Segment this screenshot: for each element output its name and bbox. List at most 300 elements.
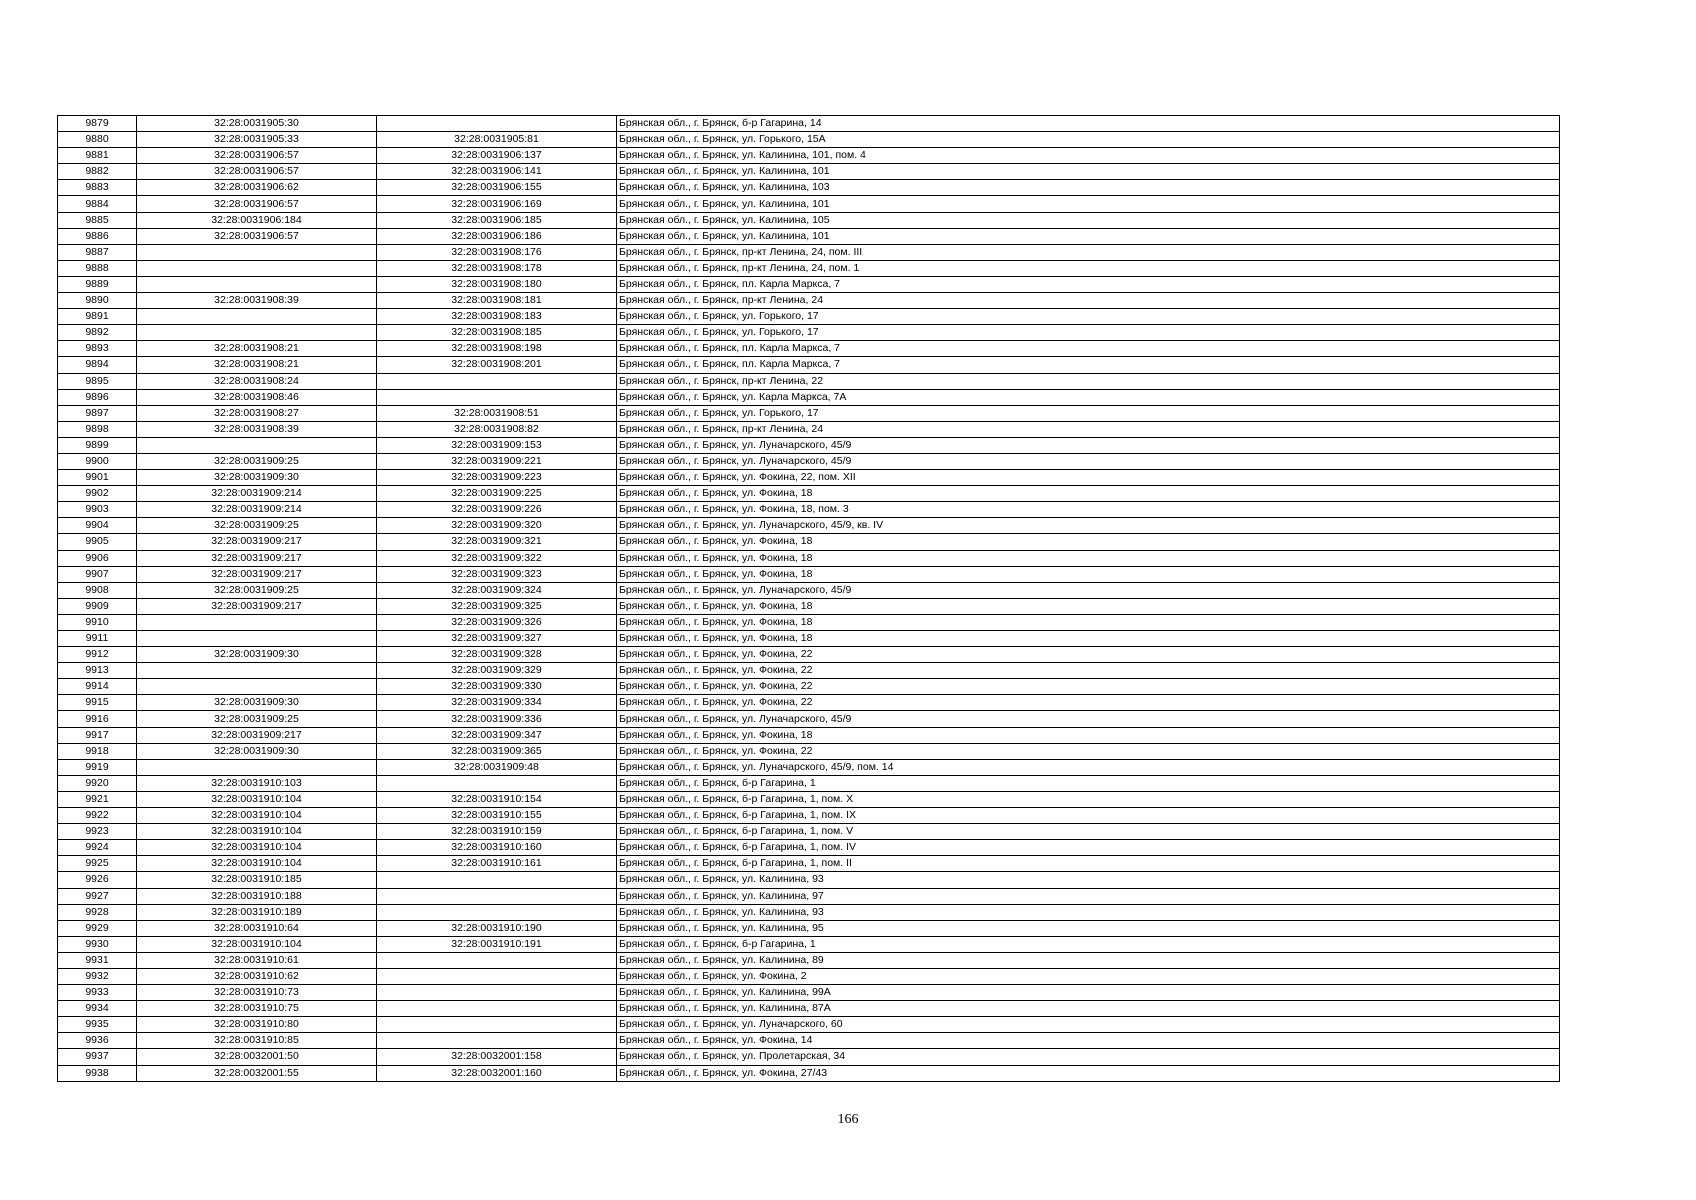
land-cadastral-number-cell: 32:28:0031909:214 <box>137 486 377 502</box>
table-row <box>58 325 1560 341</box>
land-cadastral-number-cell: 32:28:0031910:85 <box>137 1033 377 1049</box>
table-row <box>58 711 1560 727</box>
building-cadastral-number-cell: 32:28:0031909:322 <box>377 550 617 566</box>
building-cadastral-number-cell: 32:28:0032001:160 <box>377 1065 617 1081</box>
table-row <box>58 679 1560 695</box>
land-cadastral-number-cell: 32:28:0031905:30 <box>137 116 377 132</box>
table-row <box>58 357 1560 373</box>
building-cadastral-number-cell: 32:28:0031906:185 <box>377 212 617 228</box>
address-cell: Брянская обл., г. Брянск, ул. Калинина, 95 <box>617 920 1560 936</box>
row-number-cell: 9882 <box>58 164 137 180</box>
address-cell: Брянская обл., г. Брянск, ул. Луначарского, 45/9 <box>617 582 1560 598</box>
row-number-cell: 9885 <box>58 212 137 228</box>
land-cadastral-number-cell: 32:28:0031909:30 <box>137 695 377 711</box>
land-cadastral-number-cell: 32:28:0031910:188 <box>137 888 377 904</box>
land-cadastral-number-cell: 32:28:0031908:39 <box>137 293 377 309</box>
table-row <box>58 116 1560 132</box>
address-cell: Брянская обл., г. Брянск, б-р Гагарина, 1, пом. V <box>617 824 1560 840</box>
land-cadastral-number-cell: 32:28:0031906:184 <box>137 212 377 228</box>
land-cadastral-number-cell: 32:28:0031909:217 <box>137 550 377 566</box>
building-cadastral-number-cell: 32:28:0031909:365 <box>377 743 617 759</box>
table-row <box>58 196 1560 212</box>
table-row <box>58 663 1560 679</box>
row-number-cell: 9925 <box>58 856 137 872</box>
building-cadastral-number-cell: 32:28:0031908:198 <box>377 341 617 357</box>
address-cell: Брянская обл., г. Брянск, ул. Луначарского, 45/9 <box>617 437 1560 453</box>
row-number-cell: 9912 <box>58 647 137 663</box>
table-row <box>58 470 1560 486</box>
building-cadastral-number-cell <box>377 1033 617 1049</box>
building-cadastral-number-cell <box>377 872 617 888</box>
address-cell: Брянская обл., г. Брянск, ул. Фокина, 22 <box>617 679 1560 695</box>
land-cadastral-number-cell: 32:28:0031909:30 <box>137 470 377 486</box>
building-cadastral-number-cell: 32:28:0031909:334 <box>377 695 617 711</box>
row-number-cell: 9914 <box>58 679 137 695</box>
row-number-cell: 9918 <box>58 743 137 759</box>
land-cadastral-number-cell <box>137 309 377 325</box>
address-cell: Брянская обл., г. Брянск, ул. Фокина, 18 <box>617 631 1560 647</box>
address-cell: Брянская обл., г. Брянск, ул. Калинина, 105 <box>617 212 1560 228</box>
address-cell: Брянская обл., г. Брянск, б-р Гагарина, 1, пом. II <box>617 856 1560 872</box>
address-cell: Брянская обл., г. Брянск, ул. Фокина, 14 <box>617 1033 1560 1049</box>
land-cadastral-number-cell: 32:28:0031910:104 <box>137 936 377 952</box>
address-cell: Брянская обл., г. Брянск, ул. Горького, 17 <box>617 325 1560 341</box>
table-row <box>58 743 1560 759</box>
table-row <box>58 212 1560 228</box>
land-cadastral-number-cell <box>137 679 377 695</box>
building-cadastral-number-cell: 32:28:0031909:321 <box>377 534 617 550</box>
row-number-cell: 9894 <box>58 357 137 373</box>
address-cell: Брянская обл., г. Брянск, ул. Калинина, 97 <box>617 888 1560 904</box>
land-cadastral-number-cell: 32:28:0032001:55 <box>137 1065 377 1081</box>
address-cell: Брянская обл., г. Брянск, б-р Гагарина, 14 <box>617 116 1560 132</box>
building-cadastral-number-cell <box>377 116 617 132</box>
row-number-cell: 9903 <box>58 502 137 518</box>
row-number-cell: 9896 <box>58 389 137 405</box>
land-cadastral-number-cell: 32:28:0031909:214 <box>137 502 377 518</box>
table-row <box>58 534 1560 550</box>
address-cell: Брянская обл., г. Брянск, ул. Фокина, 18 <box>617 727 1560 743</box>
table-row <box>58 952 1560 968</box>
page-number: 166 <box>837 1112 859 1127</box>
land-cadastral-number-cell: 32:28:0031910:61 <box>137 952 377 968</box>
table-row <box>58 631 1560 647</box>
building-cadastral-number-cell: 32:28:0031909:223 <box>377 470 617 486</box>
table-row <box>58 1033 1560 1049</box>
land-cadastral-number-cell <box>137 276 377 292</box>
land-cadastral-number-cell: 32:28:0031910:189 <box>137 904 377 920</box>
building-cadastral-number-cell: 32:28:0031908:51 <box>377 405 617 421</box>
building-cadastral-number-cell <box>377 952 617 968</box>
table-row <box>58 164 1560 180</box>
table-row <box>58 759 1560 775</box>
row-number-cell: 9924 <box>58 840 137 856</box>
address-cell: Брянская обл., г. Брянск, ул. Карла Маркса, 7А <box>617 389 1560 405</box>
row-number-cell: 9904 <box>58 518 137 534</box>
building-cadastral-number-cell: 32:28:0031910:154 <box>377 791 617 807</box>
building-cadastral-number-cell: 32:28:0031908:181 <box>377 293 617 309</box>
row-number-cell: 9931 <box>58 952 137 968</box>
table-row <box>58 276 1560 292</box>
row-number-cell: 9893 <box>58 341 137 357</box>
row-number-cell: 9933 <box>58 985 137 1001</box>
land-cadastral-number-cell: 32:28:0031906:62 <box>137 180 377 196</box>
land-cadastral-number-cell: 32:28:0031906:57 <box>137 164 377 180</box>
row-number-cell: 9910 <box>58 614 137 630</box>
address-cell: Брянская обл., г. Брянск, б-р Гагарина, 1 <box>617 936 1560 952</box>
land-cadastral-number-cell: 32:28:0031909:217 <box>137 534 377 550</box>
row-number-cell: 9906 <box>58 550 137 566</box>
address-cell: Брянская обл., г. Брянск, ул. Калинина, 93 <box>617 904 1560 920</box>
row-number-cell: 9880 <box>58 132 137 148</box>
row-number-cell: 9898 <box>58 421 137 437</box>
land-cadastral-number-cell: 32:28:0031908:24 <box>137 373 377 389</box>
table-row <box>58 437 1560 453</box>
address-cell: Брянская обл., г. Брянск, ул. Калинина, 93 <box>617 872 1560 888</box>
land-cadastral-number-cell <box>137 437 377 453</box>
address-cell: Брянская обл., г. Брянск, ул. Фокина, 27/43 <box>617 1065 1560 1081</box>
building-cadastral-number-cell: 32:28:0031909:323 <box>377 566 617 582</box>
building-cadastral-number-cell: 32:28:0031908:82 <box>377 421 617 437</box>
land-cadastral-number-cell: 32:28:0031908:21 <box>137 357 377 373</box>
row-number-cell: 9919 <box>58 759 137 775</box>
row-number-cell: 9917 <box>58 727 137 743</box>
table-row <box>58 228 1560 244</box>
row-number-cell: 9899 <box>58 437 137 453</box>
row-number-cell: 9901 <box>58 470 137 486</box>
building-cadastral-number-cell: 32:28:0031906:169 <box>377 196 617 212</box>
row-number-cell: 9886 <box>58 228 137 244</box>
row-number-cell: 9902 <box>58 486 137 502</box>
building-cadastral-number-cell: 32:28:0031908:185 <box>377 325 617 341</box>
table-row <box>58 518 1560 534</box>
table-row <box>58 936 1560 952</box>
building-cadastral-number-cell: 32:28:0031909:225 <box>377 486 617 502</box>
table-row <box>58 582 1560 598</box>
address-cell: Брянская обл., г. Брянск, ул. Фокина, 18 <box>617 614 1560 630</box>
row-number-cell: 9881 <box>58 148 137 164</box>
address-cell: Брянская обл., г. Брянск, ул. Калинина, 99А <box>617 985 1560 1001</box>
land-cadastral-number-cell <box>137 244 377 260</box>
table-row <box>58 486 1560 502</box>
table-row <box>58 808 1560 824</box>
row-number-cell: 9927 <box>58 888 137 904</box>
row-number-cell: 9937 <box>58 1049 137 1065</box>
building-cadastral-number-cell: 32:28:0031909:320 <box>377 518 617 534</box>
building-cadastral-number-cell: 32:28:0031909:328 <box>377 647 617 663</box>
building-cadastral-number-cell: 32:28:0031908:183 <box>377 309 617 325</box>
address-cell: Брянская обл., г. Брянск, ул. Луначарского, 45/9 <box>617 453 1560 469</box>
land-cadastral-number-cell <box>137 614 377 630</box>
address-cell: Брянская обл., г. Брянск, ул. Горького, 15А <box>617 132 1560 148</box>
building-cadastral-number-cell: 32:28:0031906:137 <box>377 148 617 164</box>
building-cadastral-number-cell: 32:28:0031908:201 <box>377 357 617 373</box>
row-number-cell: 9915 <box>58 695 137 711</box>
row-number-cell: 9926 <box>58 872 137 888</box>
table-row <box>58 421 1560 437</box>
land-cadastral-number-cell: 32:28:0031909:217 <box>137 727 377 743</box>
table-row <box>58 968 1560 984</box>
table-row <box>58 840 1560 856</box>
building-cadastral-number-cell: 32:28:0031906:186 <box>377 228 617 244</box>
row-number-cell: 9908 <box>58 582 137 598</box>
address-cell: Брянская обл., г. Брянск, ул. Фокина, 22 <box>617 743 1560 759</box>
building-cadastral-number-cell: 32:28:0031910:190 <box>377 920 617 936</box>
address-cell: Брянская обл., г. Брянск, пр-кт Ленина, 24, пом. III <box>617 244 1560 260</box>
land-cadastral-number-cell: 32:28:0031909:217 <box>137 566 377 582</box>
address-cell: Брянская обл., г. Брянск, ул. Калинина, 101 <box>617 196 1560 212</box>
row-number-cell: 9884 <box>58 196 137 212</box>
land-cadastral-number-cell <box>137 759 377 775</box>
table-row <box>58 309 1560 325</box>
table-row <box>58 856 1560 872</box>
building-cadastral-number-cell: 32:28:0031910:159 <box>377 824 617 840</box>
building-cadastral-number-cell <box>377 775 617 791</box>
address-cell: Брянская обл., г. Брянск, ул. Фокина, 18 <box>617 534 1560 550</box>
land-cadastral-number-cell: 32:28:0031909:217 <box>137 598 377 614</box>
land-cadastral-number-cell: 32:28:0031908:27 <box>137 405 377 421</box>
building-cadastral-number-cell: 32:28:0031909:330 <box>377 679 617 695</box>
row-number-cell: 9938 <box>58 1065 137 1081</box>
building-cadastral-number-cell <box>377 968 617 984</box>
building-cadastral-number-cell <box>377 1001 617 1017</box>
table-row <box>58 405 1560 421</box>
table-row <box>58 148 1560 164</box>
land-cadastral-number-cell: 32:28:0031910:185 <box>137 872 377 888</box>
address-cell: Брянская обл., г. Брянск, пр-кт Ленина, 24 <box>617 421 1560 437</box>
row-number-cell: 9891 <box>58 309 137 325</box>
address-cell: Брянская обл., г. Брянск, ул. Фокина, 18 <box>617 598 1560 614</box>
building-cadastral-number-cell: 32:28:0031909:336 <box>377 711 617 727</box>
land-cadastral-number-cell: 32:28:0031910:64 <box>137 920 377 936</box>
table-row <box>58 1065 1560 1081</box>
registry-body <box>58 116 1560 1082</box>
table-row <box>58 614 1560 630</box>
row-number-cell: 9930 <box>58 936 137 952</box>
table-row <box>58 824 1560 840</box>
building-cadastral-number-cell: 32:28:0031909:226 <box>377 502 617 518</box>
address-cell: Брянская обл., г. Брянск, ул. Калинина, 101 <box>617 228 1560 244</box>
table-row <box>58 872 1560 888</box>
row-number-cell: 9905 <box>58 534 137 550</box>
table-row <box>58 389 1560 405</box>
building-cadastral-number-cell: 32:28:0031909:221 <box>377 453 617 469</box>
address-cell: Брянская обл., г. Брянск, ул. Фокина, 18, пом. 3 <box>617 502 1560 518</box>
building-cadastral-number-cell <box>377 373 617 389</box>
table-row <box>58 293 1560 309</box>
row-number-cell: 9920 <box>58 775 137 791</box>
property-registry-table <box>57 115 1560 1082</box>
building-cadastral-number-cell: 32:28:0031908:178 <box>377 260 617 276</box>
land-cadastral-number-cell: 32:28:0031906:57 <box>137 228 377 244</box>
building-cadastral-number-cell: 32:28:0031905:81 <box>377 132 617 148</box>
address-cell: Брянская обл., г. Брянск, ул. Калинина, 101, пом. 4 <box>617 148 1560 164</box>
land-cadastral-number-cell: 32:28:0031910:104 <box>137 840 377 856</box>
address-cell: Брянская обл., г. Брянск, пл. Карла Маркса, 7 <box>617 341 1560 357</box>
address-cell: Брянская обл., г. Брянск, б-р Гагарина, 1, пом. IX <box>617 808 1560 824</box>
land-cadastral-number-cell: 32:28:0031910:104 <box>137 791 377 807</box>
building-cadastral-number-cell <box>377 985 617 1001</box>
land-cadastral-number-cell: 32:28:0031910:103 <box>137 775 377 791</box>
table-row <box>58 727 1560 743</box>
address-cell: Брянская обл., г. Брянск, ул. Калинина, 103 <box>617 180 1560 196</box>
land-cadastral-number-cell: 32:28:0032001:50 <box>137 1049 377 1065</box>
building-cadastral-number-cell: 32:28:0031906:141 <box>377 164 617 180</box>
address-cell: Брянская обл., г. Брянск, б-р Гагарина, 1, пом. IV <box>617 840 1560 856</box>
building-cadastral-number-cell: 32:28:0031909:329 <box>377 663 617 679</box>
table-row <box>58 566 1560 582</box>
address-cell: Брянская обл., г. Брянск, ул. Луначарского, 45/9, пом. 14 <box>617 759 1560 775</box>
land-cadastral-number-cell: 32:28:0031910:104 <box>137 856 377 872</box>
land-cadastral-number-cell: 32:28:0031906:57 <box>137 196 377 212</box>
land-cadastral-number-cell: 32:28:0031909:30 <box>137 647 377 663</box>
row-number-cell: 9921 <box>58 791 137 807</box>
land-cadastral-number-cell <box>137 663 377 679</box>
building-cadastral-number-cell: 32:28:0031909:326 <box>377 614 617 630</box>
table-row <box>58 647 1560 663</box>
land-cadastral-number-cell: 32:28:0031910:75 <box>137 1001 377 1017</box>
address-cell: Брянская обл., г. Брянск, ул. Фокина, 22 <box>617 647 1560 663</box>
row-number-cell: 9883 <box>58 180 137 196</box>
row-number-cell: 9916 <box>58 711 137 727</box>
row-number-cell: 9928 <box>58 904 137 920</box>
table-row <box>58 1049 1560 1065</box>
land-cadastral-number-cell: 32:28:0031910:104 <box>137 808 377 824</box>
row-number-cell: 9922 <box>58 808 137 824</box>
land-cadastral-number-cell: 32:28:0031908:21 <box>137 341 377 357</box>
table-row <box>58 502 1560 518</box>
address-cell: Брянская обл., г. Брянск, ул. Горького, 17 <box>617 309 1560 325</box>
address-cell: Брянская обл., г. Брянск, ул. Фокина, 22 <box>617 695 1560 711</box>
table-row <box>58 920 1560 936</box>
land-cadastral-number-cell <box>137 325 377 341</box>
address-cell: Брянская обл., г. Брянск, пр-кт Ленина, 24, пом. 1 <box>617 260 1560 276</box>
row-number-cell: 9932 <box>58 968 137 984</box>
address-cell: Брянская обл., г. Брянск, ул. Пролетарская, 34 <box>617 1049 1560 1065</box>
table-row <box>58 904 1560 920</box>
building-cadastral-number-cell: 32:28:0031909:324 <box>377 582 617 598</box>
row-number-cell: 9895 <box>58 373 137 389</box>
row-number-cell: 9900 <box>58 453 137 469</box>
address-cell: Брянская обл., г. Брянск, ул. Калинина, 101 <box>617 164 1560 180</box>
building-cadastral-number-cell: 32:28:0031906:155 <box>377 180 617 196</box>
land-cadastral-number-cell: 32:28:0031910:62 <box>137 968 377 984</box>
land-cadastral-number-cell: 32:28:0031905:33 <box>137 132 377 148</box>
row-number-cell: 9887 <box>58 244 137 260</box>
row-number-cell: 9923 <box>58 824 137 840</box>
row-number-cell: 9911 <box>58 631 137 647</box>
address-cell: Брянская обл., г. Брянск, ул. Фокина, 2 <box>617 968 1560 984</box>
address-cell: Брянская обл., г. Брянск, ул. Фокина, 22, пом. XII <box>617 470 1560 486</box>
row-number-cell: 9897 <box>58 405 137 421</box>
address-cell: Брянская обл., г. Брянск, ул. Фокина, 18 <box>617 486 1560 502</box>
land-cadastral-number-cell: 32:28:0031908:46 <box>137 389 377 405</box>
building-cadastral-number-cell: 32:28:0031909:153 <box>377 437 617 453</box>
address-cell: Брянская обл., г. Брянск, пл. Карла Маркса, 7 <box>617 276 1560 292</box>
land-cadastral-number-cell: 32:28:0031909:25 <box>137 518 377 534</box>
address-cell: Брянская обл., г. Брянск, ул. Горького, 17 <box>617 405 1560 421</box>
building-cadastral-number-cell: 32:28:0031909:347 <box>377 727 617 743</box>
land-cadastral-number-cell: 32:28:0031909:25 <box>137 711 377 727</box>
building-cadastral-number-cell <box>377 389 617 405</box>
building-cadastral-number-cell: 32:28:0031910:161 <box>377 856 617 872</box>
land-cadastral-number-cell: 32:28:0031909:25 <box>137 453 377 469</box>
address-cell: Брянская обл., г. Брянск, ул. Калинина, 89 <box>617 952 1560 968</box>
building-cadastral-number-cell: 32:28:0031910:155 <box>377 808 617 824</box>
row-number-cell: 9913 <box>58 663 137 679</box>
table-row <box>58 1001 1560 1017</box>
building-cadastral-number-cell: 32:28:0031909:325 <box>377 598 617 614</box>
land-cadastral-number-cell: 32:28:0031906:57 <box>137 148 377 164</box>
row-number-cell: 9888 <box>58 260 137 276</box>
table-row <box>58 775 1560 791</box>
row-number-cell: 9935 <box>58 1017 137 1033</box>
table-row <box>58 791 1560 807</box>
building-cadastral-number-cell <box>377 904 617 920</box>
address-cell: Брянская обл., г. Брянск, ул. Луначарского, 45/9 <box>617 711 1560 727</box>
land-cadastral-number-cell: 32:28:0031909:30 <box>137 743 377 759</box>
table-row <box>58 985 1560 1001</box>
row-number-cell: 9907 <box>58 566 137 582</box>
table-row <box>58 598 1560 614</box>
building-cadastral-number-cell: 32:28:0031910:160 <box>377 840 617 856</box>
row-number-cell: 9890 <box>58 293 137 309</box>
table-row <box>58 260 1560 276</box>
address-cell: Брянская обл., г. Брянск, б-р Гагарина, 1 <box>617 775 1560 791</box>
table-row <box>58 132 1560 148</box>
address-cell: Брянская обл., г. Брянск, ул. Луначарского, 45/9, кв. IV <box>617 518 1560 534</box>
land-cadastral-number-cell: 32:28:0031910:80 <box>137 1017 377 1033</box>
address-cell: Брянская обл., г. Брянск, б-р Гагарина, 1, пом. X <box>617 791 1560 807</box>
table-row <box>58 244 1560 260</box>
building-cadastral-number-cell: 32:28:0031908:176 <box>377 244 617 260</box>
table-row <box>58 341 1560 357</box>
land-cadastral-number-cell <box>137 260 377 276</box>
building-cadastral-number-cell: 32:28:0031908:180 <box>377 276 617 292</box>
row-number-cell: 9889 <box>58 276 137 292</box>
address-cell: Брянская обл., г. Брянск, пр-кт Ленина, 22 <box>617 373 1560 389</box>
row-number-cell: 9929 <box>58 920 137 936</box>
land-cadastral-number-cell <box>137 631 377 647</box>
table-row <box>58 888 1560 904</box>
land-cadastral-number-cell: 32:28:0031910:73 <box>137 985 377 1001</box>
land-cadastral-number-cell: 32:28:0031910:104 <box>137 824 377 840</box>
building-cadastral-number-cell <box>377 1017 617 1033</box>
land-cadastral-number-cell: 32:28:0031909:25 <box>137 582 377 598</box>
building-cadastral-number-cell: 32:28:0031910:191 <box>377 936 617 952</box>
address-cell: Брянская обл., г. Брянск, ул. Фокина, 18 <box>617 566 1560 582</box>
row-number-cell: 9934 <box>58 1001 137 1017</box>
land-cadastral-number-cell: 32:28:0031908:39 <box>137 421 377 437</box>
row-number-cell: 9879 <box>58 116 137 132</box>
building-cadastral-number-cell: 32:28:0031909:48 <box>377 759 617 775</box>
address-cell: Брянская обл., г. Брянск, пр-кт Ленина, 24 <box>617 293 1560 309</box>
building-cadastral-number-cell: 32:28:0031909:327 <box>377 631 617 647</box>
address-cell: Брянская обл., г. Брянск, пл. Карла Маркса, 7 <box>617 357 1560 373</box>
address-cell: Брянская обл., г. Брянск, ул. Луначарского, 60 <box>617 1017 1560 1033</box>
table-row <box>58 695 1560 711</box>
table-row <box>58 453 1560 469</box>
table-row <box>58 373 1560 389</box>
address-cell: Брянская обл., г. Брянск, ул. Фокина, 18 <box>617 550 1560 566</box>
table-row <box>58 180 1560 196</box>
building-cadastral-number-cell: 32:28:0032001:158 <box>377 1049 617 1065</box>
row-number-cell: 9936 <box>58 1033 137 1049</box>
address-cell: Брянская обл., г. Брянск, ул. Фокина, 22 <box>617 663 1560 679</box>
table-row <box>58 1017 1560 1033</box>
row-number-cell: 9892 <box>58 325 137 341</box>
address-cell: Брянская обл., г. Брянск, ул. Калинина, 87А <box>617 1001 1560 1017</box>
